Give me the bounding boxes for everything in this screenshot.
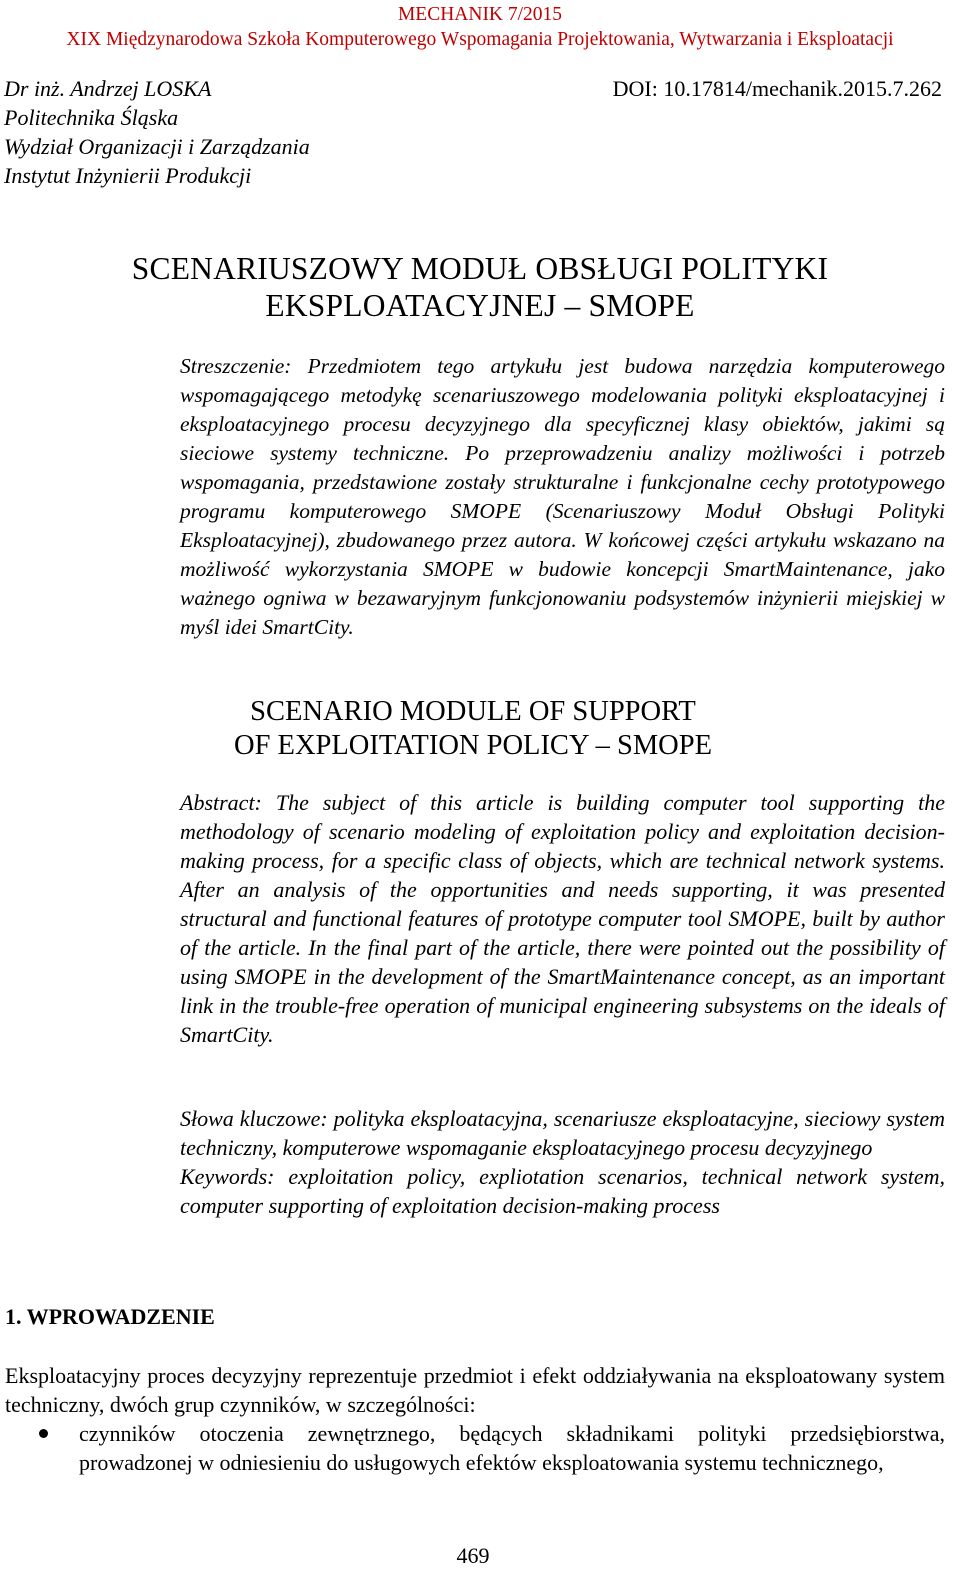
bullet-text: czynników otoczenia zewnętrznego, będących składnikami polityki przedsiębiorstwa, prowadzonej w odniesieniu do usługowych efektów eksploatowania systemu technicznego, xyxy=(79,1421,945,1475)
abstract-polish: Streszczenie: Przedmiotem tego artykułu jest budowa narzędzia komputerowego wspomagającego metodykę scenariuszowego modelowania polityki eksploatacyjnej i eksploatacyjnego procesu decyzyjnego dla specyficznej klasy obiektów, jakimi są sieciowe systemy techniczne. Po przeprowadzeniu analizy możliwości i potrzeb wspomagania, przedstawione zostały strukturalne i funkcjonalne cechy prototypowego programu komputerowego SMOPE (Scenariuszowy Moduł Obsługi Polityki Eksploatacyjnej), zbudowanego przez autora. W końcowej części artykułu wskazano na możliwość wykorzystania SMOPE w budowie koncepcji SmartMaintenance, jako ważnego ogniwa w bezawaryjnym funkcjonowaniu podsystemów inżynierii miejskiej w myśl idei SmartCity. xyxy=(180,354,945,639)
author-university: Politechnika Śląska xyxy=(4,105,179,130)
title-polish-line2: EKSPLOATACYJNEJ – SMOPE xyxy=(265,288,695,323)
title-polish xyxy=(0,250,960,324)
keywords-block xyxy=(180,1104,945,1220)
author-block xyxy=(4,74,310,190)
page-number: 469 xyxy=(456,1543,490,1568)
title-english-line1: SCENARIO MODULE OF SUPPORT xyxy=(250,696,696,727)
title-polish-line1: SCENARIUSZOWY MODUŁ OBSŁUGI POLITYKI xyxy=(131,251,829,286)
intro-paragraph: Eksploatacyjny proces decyzyjny reprezentuje przedmiot i efekt oddziaływania na eksploatowany system techniczny, dwóch grup czynników, w szczególności: xyxy=(5,1363,945,1417)
section-heading: 1. WPROWADZENIE xyxy=(5,1304,215,1329)
conference-name: XIX Międzynarodowa Szkoła Komputerowego Wspomagania Projektowania, Wytwarzania i Eksploatacji xyxy=(66,29,894,50)
body-text xyxy=(5,1361,945,1477)
author-name: Dr inż. Andrzej LOSKA xyxy=(4,76,212,101)
list-item xyxy=(5,1419,945,1477)
title-english-line2: OF EXPLOITATION POLICY – SMOPE xyxy=(233,730,712,761)
bullet-list xyxy=(5,1419,945,1477)
journal-issue: MECHANIK 7/2015 xyxy=(397,4,563,25)
title-english xyxy=(0,695,946,763)
doi: DOI: 10.17814/mechanik.2015.7.262 xyxy=(612,76,942,101)
author-faculty: Wydział Organizacji i Zarządzania xyxy=(4,134,310,159)
abstract-english: Abstract: The subject of this article is building computer tool supporting the methodology of scenario modeling of exploitation policy and exploitation decision-making process, for a specific class of objects, which are technical network systems. After an analysis of the opportunities and needs supporting, it was presented structural and functional features of prototype computer tool SMOPE, built by author of the article. In the final part of the article, there were pointed out the possibility of using SMOPE in the development of the SmartMaintenance concept, as an important link in the trouble-free operation of municipal engineering subsystems on the ideals of SmartCity. xyxy=(180,790,945,1047)
keywords-polish: Słowa kluczowe: polityka eksploatacyjna, scenariusze eksploatacyjne, sieciowy system techniczny, komputerowe wspomaganie eksploatacyjnego procesu decyzyjnego xyxy=(180,1106,945,1160)
keywords-english: Keywords: exploitation policy, expliotation scenarios, technical network system, computer supporting of exploitation decision-making process xyxy=(180,1164,945,1218)
journal-header xyxy=(0,2,960,52)
bullet-icon xyxy=(39,1429,48,1438)
author-institute: Instytut Inżynierii Produkcji xyxy=(4,163,252,188)
